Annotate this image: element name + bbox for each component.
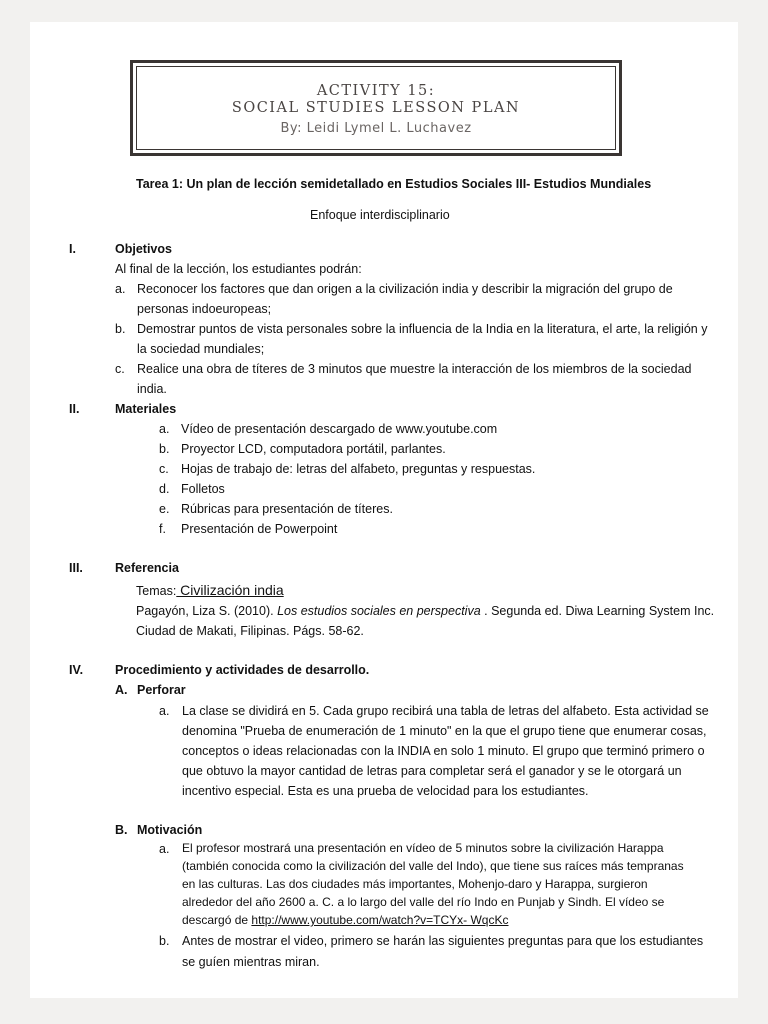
objective-c-line1: Realice una obra de títeres de 3 minutos que muestre la interacción de los miembros de la sociedad [137,362,692,376]
section-number-4: IV. [69,663,84,677]
section-number-3: III. [69,561,83,575]
activity-title: ACTIVITY 15: [316,83,436,99]
section-title-materials: Materiales [115,402,177,416]
objective-b-line1: Demostrar puntos de vista personales sobre la influencia de la India en la literatura, el arte, la religión y [137,322,708,336]
list-letter: c. [159,462,169,476]
section-number-2: II. [69,402,80,416]
material-item: Proyector LCD, computadora portátil, parlantes. [181,442,446,456]
title-box [130,60,622,156]
subsection-title-motivacion: Motivación [137,823,203,837]
citation-title: Los estudios sociales en perspectiva [277,604,481,618]
citation-rest: . Segunda ed. Diwa Learning System Inc. [480,604,715,618]
motivation-b-line2: se guíen mientras miran. [182,955,320,969]
motivation-a-line: El profesor mostrará una presentación en vídeo de 5 minutos sobre la civilización Harappa [182,841,664,855]
material-item: Hojas de trabajo de: letras del alfabeto, preguntas y respuestas. [181,462,536,476]
objectives-intro: Al final de la lección, los estudiantes podrán: [115,262,362,276]
author-line: By: Leidi Lymel L. Luchavez [280,121,472,136]
topics-link[interactable]: Civilización india [176,582,284,598]
list-letter: d. [159,482,170,496]
approach-line: Enfoque interdisciplinario [310,208,450,222]
subsection-title-perforar: Perforar [137,683,186,697]
motivation-a-line: en las culturas. Las dos ciudades más importantes, Mohenjo-daro y Harappa, surgieron [182,877,648,891]
material-item: Rúbricas para presentación de títeres. [181,502,393,516]
citation-line1 [136,601,714,621]
activity-a-line: que obtuvo la mayor cantidad de letras para completar será el ganador y se le otorgará un [182,764,682,778]
activity-a-line: La clase se dividirá en 5. Cada grupo recibirá una tabla de letras del alfabeto. Esta actividad se [182,704,709,718]
list-letter: f. [159,522,166,536]
list-letter: a. [115,282,126,296]
objective-c-line2: india. [137,382,167,396]
list-letter: b. [115,322,126,336]
list-letter: b. [159,934,170,948]
subsection-label: A. [115,683,128,697]
section-number-1: I. [69,242,76,256]
list-letter: c. [115,362,125,376]
citation-author: Pagayón, Liza S. (2010). [136,604,278,618]
objective-a-line1: Reconocer los factores que dan origen a la civilización india y describir la migración del grupo de [137,282,673,296]
activity-a-line: conceptos o ideas relacionadas con la INDIA en solo 1 minuto. El grupo que terminó primero o [182,744,705,758]
motivation-b-line1: Antes de mostrar el video, primero se harán las siguientes preguntas para que los estudiantes [182,934,704,948]
title-box-inner-border [136,66,616,150]
topics-label: Temas: [136,584,177,598]
motivation-a-line: alrededor del año 2600 a. C. a lo largo del valle del río Indo en Punjab y Sindh. El vídeo se [182,895,665,909]
material-item: Vídeo de presentación descargado de www.youtube.com [181,422,498,436]
lesson-plan-title: SOCIAL STUDIES LESSON PLAN [231,100,521,116]
list-letter: e. [159,502,170,516]
motivation-a-line: (también conocida como la civilización del valle del Indo), que tiene sus raíces más tempranas [182,859,684,873]
document-page [30,22,738,998]
task-title: Tarea 1: Un plan de lección semidetallado en Estudios Sociales III- Estudios Mundiales [136,177,652,191]
citation-line2: Ciudad de Makati, Filipinas. Págs. 58-62. [136,624,364,638]
material-item: Presentación de Powerpoint [181,522,338,536]
topics-line [136,580,284,601]
list-letter: a. [159,422,170,436]
youtube-link[interactable]: http://www.youtube.com/watch?v=TCYx- WqcKc [251,913,509,927]
section-title-reference: Referencia [115,561,179,575]
section-title-procedure: Procedimiento y actividades de desarrollo. [115,663,370,677]
motivation-a-last-line [182,911,508,929]
list-letter: a. [159,842,170,856]
list-letter: a. [159,704,170,718]
objective-a-line2: personas indoeuropeas; [137,302,272,316]
section-title-objectives: Objetivos [115,242,172,256]
objective-b-line2: la sociedad mundiales; [137,342,265,356]
list-letter: b. [159,442,170,456]
activity-a-line: denomina "Prueba de enumeración de 1 minuto" en la que el grupo tiene que enumerar cosas, [182,724,707,738]
motivation-link-prefix: descargó de [182,913,252,927]
material-item: Folletos [181,482,225,496]
subsection-label: B. [115,823,128,837]
activity-a-line: incentivo especial. Esta es una prueba de velocidad para los estudiantes. [182,784,589,798]
